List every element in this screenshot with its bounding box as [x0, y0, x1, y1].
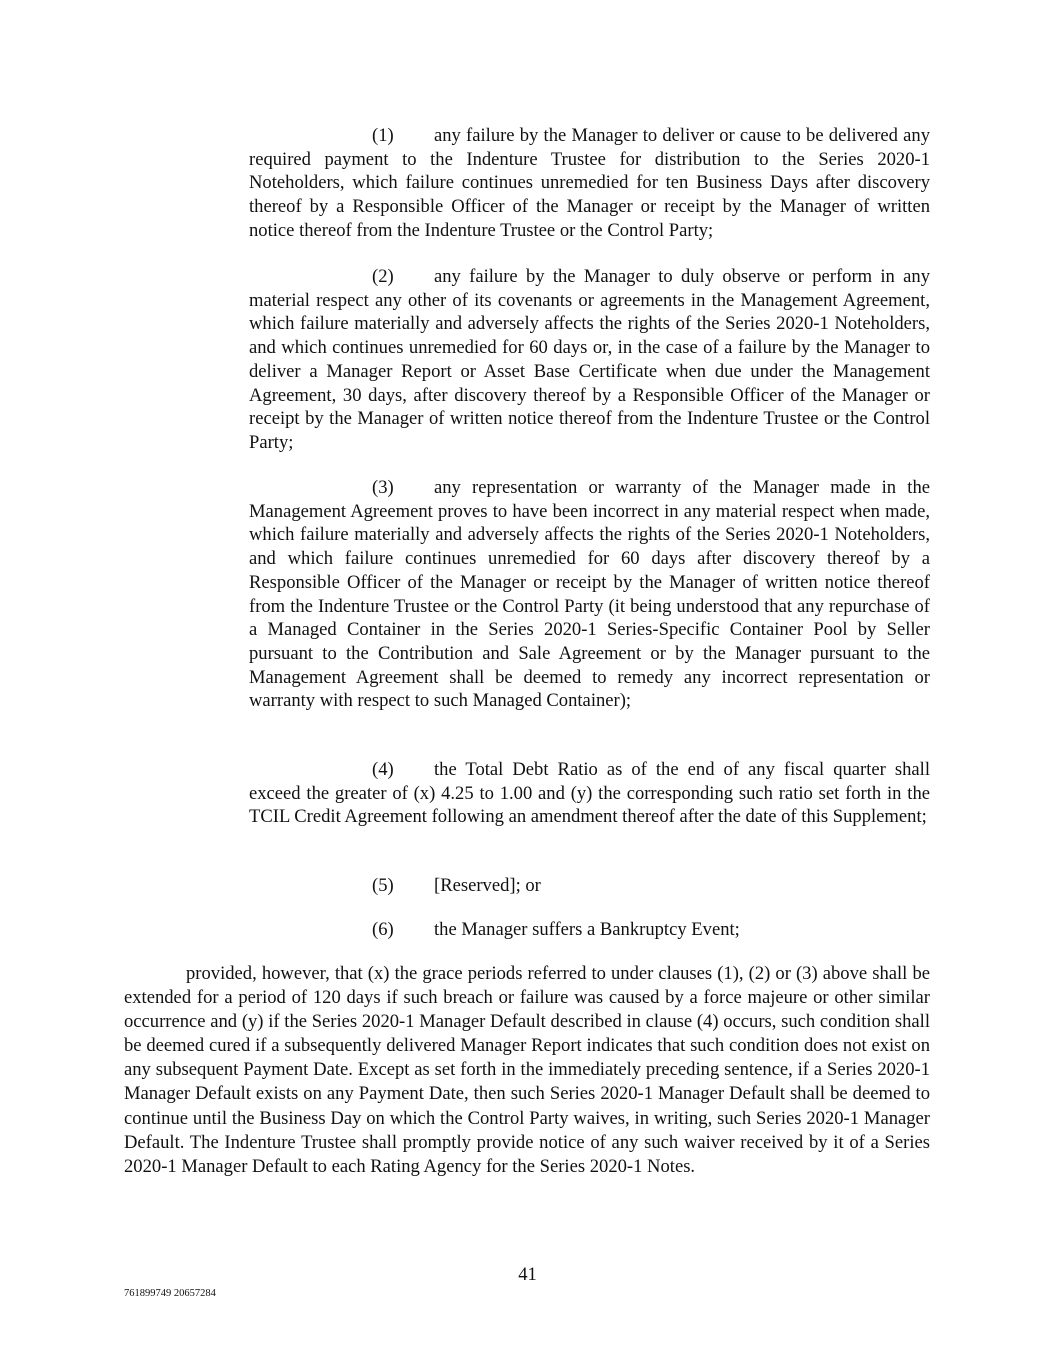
clause-1: [249, 124, 930, 243]
clause-5-number: (5): [372, 875, 394, 896]
clause-6: [372, 918, 740, 942]
clause-2: [249, 265, 930, 455]
clause-4: [249, 758, 930, 829]
clause-5-text: [Reserved]; or: [434, 875, 541, 896]
proviso-paragraph: provided, however, that (x) the grace periods referred to under clauses (1), (2) or (3) above shall be extended for a period of 120 days if such breach or failure was caused by a force majeure or other similar occurrence and (y) if the Series 2020-1 Manager Default described in clause (4) occurs, such condition shall be deemed cured if a subsequently delivered Manager Report indicates that such condition does not exist on any subsequent Payment Date. Except as set forth in the immediately preceding sentence, if a Series 2020-1 Manager Default exists on any Payment Date, then such Series 2020-1 Manager Default shall be deemed to continue until the Business Day on which the Control Party waives, in writing, such Series 2020-1 Manager Default. The Indenture Trustee shall promptly provide notice of any such waiver received by it of a Series 2020-1 Manager Default to each Rating Agency for the Series 2020-1 Notes.: [124, 963, 930, 1177]
clause-4-text: the Total Debt Ratio as of the end of any fiscal quarter shall exceed the greater of (x) 4.25 to 1.00 and (y) the corresponding such ratio set forth in the TCIL Credit Agreement following an amendment thereof after the date of this Supplement;: [249, 759, 930, 828]
document-id: 761899749 20657284: [124, 1288, 216, 1299]
clause-5: [372, 874, 541, 898]
clause-1-number: (1): [372, 125, 394, 146]
clause-2-number: (2): [372, 266, 394, 287]
clause-2-text: any failure by the Manager to duly observe or perform in any material respect any other of its covenants or agreements in the Management Agreement, which failure materially and adversely affects the rights of the Series 2020-1 Noteholders, and which continues unremedied for 60 days or, in the case of a failure by the Manager to deliver a Manager Report or Asset Base Certificate when due under the Management Agreement, 30 days, after discovery thereof by a Responsible Officer of the Manager or receipt by the Manager of written notice thereof from the Indenture Trustee or the Control Party;: [249, 266, 930, 453]
clause-1-text: any failure by the Manager to deliver or cause to be delivered any required payment to the Indenture Trustee for distribution to the Series 2020-1 Noteholders, which failure continues unremedied for ten Business Days after discovery thereof by a Responsible Officer of the Manager or receipt by the Manager of written notice thereof from the Indenture Trustee or the Control Party;: [249, 125, 930, 241]
clause-6-number: (6): [372, 919, 394, 940]
clause-6-text: the Manager suffers a Bankruptcy Event;: [434, 919, 740, 940]
clause-3-number: (3): [372, 477, 394, 498]
page-number: 41: [518, 1264, 537, 1285]
clause-3-text: any representation or warranty of the Manager made in the Management Agreement proves to have been incorrect in any material respect when made, which failure materially and adversely affects the rights of the Series 2020-1 Noteholders, and which failure continues unremedied for 60 days after discovery thereof by a Responsible Officer of the Manager or receipt by the Manager of written notice thereof from the Indenture Trustee or the Control Party (it being understood that any repurchase of a Managed Container in the Series 2020-1 Series-Specific Container Pool by Seller pursuant to the Contribution and Sale Agreement or by the Manager pursuant to the Management Agreement shall be deemed to remedy any incorrect representation or warranty with respect to such Managed Container);: [249, 477, 930, 712]
clause-4-number: (4): [372, 759, 394, 780]
clause-3: [249, 476, 930, 713]
